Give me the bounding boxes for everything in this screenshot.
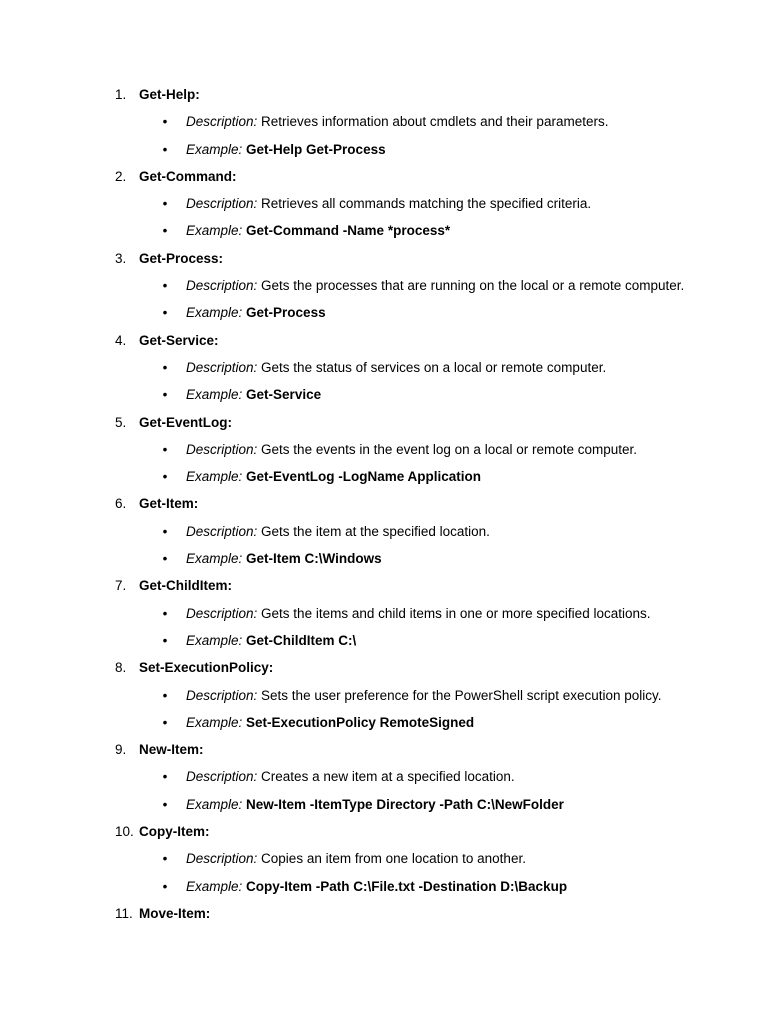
example-line	[0, 386, 768, 413]
command-name: Move-Item:	[139, 905, 211, 921]
example-code: Get-Process	[246, 305, 326, 321]
bullet-icon: •	[162, 632, 168, 648]
command-heading	[0, 332, 768, 359]
bullet-icon: •	[162, 305, 168, 321]
item-number: 4.	[115, 332, 127, 348]
description-text: Gets the events in the event log on a local or remote computer.	[261, 441, 638, 457]
list-item	[0, 332, 768, 414]
item-number: 6.	[115, 496, 127, 512]
description-label: Description:	[186, 278, 258, 294]
item-number: 2.	[115, 168, 127, 184]
description-label: Description:	[186, 687, 258, 703]
item-number: 11.	[115, 905, 133, 921]
description-label: Description:	[186, 441, 258, 457]
example-code: Get-Item C:\Windows	[246, 551, 382, 567]
example-line	[0, 141, 768, 168]
example-line	[0, 878, 768, 905]
command-name: Get-Command:	[139, 168, 237, 184]
command-list	[0, 86, 768, 932]
bullet-icon: •	[162, 551, 168, 567]
list-item	[0, 577, 768, 659]
description-text: Creates a new item at a specified location.	[261, 769, 515, 785]
command-heading	[0, 168, 768, 195]
example-line	[0, 222, 768, 249]
item-number: 3.	[115, 250, 127, 266]
bullet-icon: •	[162, 469, 168, 485]
description-text: Sets the user preference for the PowerShell script execution policy.	[261, 687, 662, 703]
description-label: Description:	[186, 359, 258, 375]
example-line	[0, 550, 768, 577]
description-text: Gets the processes that are running on the local or a remote computer.	[261, 278, 685, 294]
item-number: 5.	[115, 414, 127, 430]
command-name: Get-Service:	[139, 332, 219, 348]
description-line	[0, 850, 768, 877]
bullet-icon: •	[162, 769, 168, 785]
bullet-icon: •	[162, 796, 168, 812]
example-label: Example:	[186, 714, 243, 730]
bullet-icon: •	[162, 278, 168, 294]
list-item	[0, 659, 768, 741]
command-name: Get-Item:	[139, 496, 199, 512]
bullet-icon: •	[162, 523, 168, 539]
bullet-icon: •	[162, 114, 168, 130]
bullet-icon: •	[162, 141, 168, 157]
command-heading	[0, 250, 768, 277]
list-item	[0, 905, 768, 932]
example-label: Example:	[186, 632, 243, 648]
command-heading	[0, 495, 768, 522]
description-text: Copies an item from one location to another.	[261, 851, 526, 867]
description-line	[0, 605, 768, 632]
bullet-icon: •	[162, 714, 168, 730]
example-code: Get-Command -Name *process*	[246, 223, 451, 239]
description-label: Description:	[186, 114, 258, 130]
description-label: Description:	[186, 196, 258, 212]
example-label: Example:	[186, 796, 243, 812]
example-code: Get-EventLog -LogName Application	[246, 469, 482, 485]
bullet-icon: •	[162, 441, 168, 457]
command-heading	[0, 659, 768, 686]
item-number: 8.	[115, 660, 127, 676]
command-name: New-Item:	[139, 742, 204, 758]
item-number: 7.	[115, 578, 127, 594]
description-label: Description:	[186, 769, 258, 785]
example-code: Get-Service	[246, 387, 322, 403]
list-item	[0, 168, 768, 250]
example-code: Copy-Item -Path C:\File.txt -Destination D:\Backup	[246, 878, 568, 894]
example-label: Example:	[186, 551, 243, 567]
example-line	[0, 632, 768, 659]
command-heading	[0, 823, 768, 850]
command-heading	[0, 86, 768, 113]
example-code: Set-ExecutionPolicy RemoteSigned	[246, 714, 475, 730]
bullet-icon: •	[162, 878, 168, 894]
bullet-icon: •	[162, 687, 168, 703]
description-line	[0, 359, 768, 386]
description-label: Description:	[186, 523, 258, 539]
example-line	[0, 796, 768, 823]
item-number: 9.	[115, 742, 127, 758]
command-heading	[0, 577, 768, 604]
example-code: Get-ChildItem C:\	[246, 632, 357, 648]
example-line	[0, 714, 768, 741]
item-number: 10.	[115, 824, 134, 840]
command-heading	[0, 741, 768, 768]
command-heading	[0, 414, 768, 441]
example-label: Example:	[186, 469, 243, 485]
bullet-icon: •	[162, 387, 168, 403]
example-label: Example:	[186, 141, 243, 157]
bullet-icon: •	[162, 605, 168, 621]
description-label: Description:	[186, 605, 258, 621]
item-number: 1.	[115, 87, 127, 102]
description-line	[0, 277, 768, 304]
example-line	[0, 304, 768, 331]
list-item	[0, 414, 768, 496]
description-label: Description:	[186, 851, 258, 867]
command-name: Get-ChildItem:	[139, 578, 232, 594]
example-line	[0, 468, 768, 495]
description-line	[0, 768, 768, 795]
description-text: Retrieves all commands matching the specified criteria.	[261, 196, 592, 212]
description-text: Retrieves information about cmdlets and their parameters.	[261, 114, 609, 130]
command-name: Copy-Item:	[139, 824, 210, 840]
description-text: Gets the status of services on a local or remote computer.	[261, 359, 607, 375]
example-code: New-Item -ItemType Directory -Path C:\NewFolder	[246, 796, 564, 812]
description-line	[0, 113, 768, 140]
bullet-icon: •	[162, 851, 168, 867]
example-label: Example:	[186, 387, 243, 403]
bullet-icon: •	[162, 196, 168, 212]
command-name: Get-Process:	[139, 250, 224, 266]
bullet-icon: •	[162, 359, 168, 375]
list-item	[0, 741, 768, 823]
description-line	[0, 441, 768, 468]
example-label: Example:	[186, 305, 243, 321]
example-label: Example:	[186, 878, 243, 894]
description-line	[0, 523, 768, 550]
command-name: Set-ExecutionPolicy:	[139, 660, 274, 676]
command-heading	[0, 905, 768, 932]
bullet-icon: •	[162, 223, 168, 239]
list-item	[0, 823, 768, 905]
command-name: Get-Help:	[139, 87, 200, 102]
description-text: Gets the items and child items in one or more specified locations.	[261, 605, 651, 621]
list-item	[0, 250, 768, 332]
description-line	[0, 687, 768, 714]
list-item	[0, 86, 768, 168]
command-name: Get-EventLog:	[139, 414, 232, 430]
example-label: Example:	[186, 223, 243, 239]
description-text: Gets the item at the specified location.	[261, 523, 490, 539]
example-code: Get-Help Get-Process	[246, 141, 386, 157]
description-line	[0, 195, 768, 222]
list-item	[0, 495, 768, 577]
